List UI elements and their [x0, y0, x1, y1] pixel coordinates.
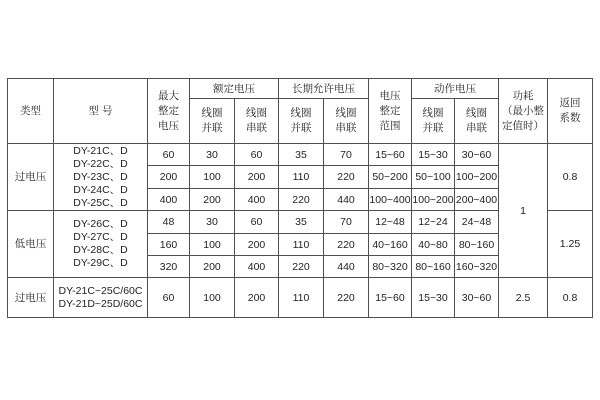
cell-max: 320: [148, 256, 190, 278]
cell-rated-parallel: 200: [190, 189, 235, 211]
spec-table: [7, 78, 593, 318]
cell-longterm-parallel: 110: [279, 234, 324, 256]
cell-rated-series: 60: [235, 144, 279, 166]
cell-range: 12~48: [369, 211, 412, 234]
model-line: DY-28C、D: [73, 244, 128, 256]
header-setting-range-line: 整定: [379, 104, 401, 117]
cell-longterm-parallel: 35: [279, 144, 324, 166]
cell-return-coeff-2: 1.25: [548, 211, 593, 278]
subheader-line: 线圈: [422, 107, 444, 119]
subheader-line: 线圈: [466, 107, 487, 119]
cell-rated-parallel: 200: [190, 256, 235, 278]
cell-action-series: 80~160: [455, 234, 499, 256]
cell-longterm-series: 440: [324, 256, 369, 278]
cell-action-series: 100~200: [455, 166, 499, 189]
cell-rated-parallel: 100: [190, 278, 235, 318]
cell-range: 40~160: [369, 234, 412, 256]
header-max-setting-line: 整定: [158, 104, 179, 117]
cell-max: 400: [148, 189, 190, 211]
cell-range: 50~200: [369, 166, 412, 189]
subheader-line: 线圈: [246, 107, 267, 119]
header-power-line: 定值时）: [502, 119, 544, 132]
cell-action-series: 200~400: [455, 189, 499, 211]
cell-rated-series: 200: [235, 166, 279, 189]
subheader-rated-series: [235, 99, 279, 144]
cell-max: 200: [148, 166, 190, 189]
cell-longterm-parallel: 35: [279, 211, 324, 234]
cell-rated-series: 400: [235, 256, 279, 278]
cell-longterm-parallel: 110: [279, 166, 324, 189]
cell-type-overvoltage-combo: 过电压: [8, 278, 54, 318]
cell-action-series: 24~48: [455, 211, 499, 234]
subheader-action-series: [455, 99, 499, 144]
subheader-longterm-parallel: [279, 99, 324, 144]
cell-max: 60: [148, 278, 190, 318]
cell-power-shared: 1: [499, 144, 548, 278]
header-power-line: （最小整: [502, 104, 544, 117]
model-line: DY-23C、D: [73, 170, 128, 183]
cell-models-2: [54, 211, 148, 278]
cell-range: 15~60: [369, 278, 412, 318]
subheader-line: 并联: [422, 122, 444, 134]
subheader-line: 线圈: [201, 107, 223, 119]
subheader-line: 串联: [466, 122, 487, 134]
cell-return-coeff-3: 0.8: [548, 278, 593, 318]
header-setting-range-line: 范围: [379, 119, 401, 132]
model-line: DY-24C、D: [73, 183, 128, 196]
subheader-action-parallel: [412, 99, 455, 144]
model-line: DY-21C、D: [73, 144, 128, 157]
cell-models-3: [54, 278, 148, 318]
subheader-longterm-series: [324, 99, 369, 144]
cell-action-parallel: 80~160: [412, 256, 455, 278]
cell-longterm-series: 220: [324, 234, 369, 256]
cell-action-parallel: 50~100: [412, 166, 455, 189]
subheader-rated-parallel: [190, 99, 235, 144]
cell-range: 100~400: [369, 189, 412, 211]
cell-max: 48: [148, 211, 190, 234]
model-line: DY-21D~25D/60C: [58, 297, 143, 310]
header-power-line: 功耗: [512, 89, 534, 102]
cell-action-parallel: 15~30: [412, 144, 455, 166]
header-rated-voltage: 额定电压: [190, 79, 279, 99]
cell-action-series: 30~60: [455, 278, 499, 318]
header-type: 类型: [8, 79, 54, 144]
header-setting-range: [369, 79, 412, 144]
cell-action-parallel: 100~200: [412, 189, 455, 211]
subheader-line: 并联: [290, 122, 312, 134]
header-return-coeff-line: 返回: [559, 97, 581, 109]
cell-action-parallel: 12~24: [412, 211, 455, 234]
cell-rated-series: 400: [235, 189, 279, 211]
cell-rated-series: 200: [235, 234, 279, 256]
model-line: DY-21C~25C/60C: [58, 284, 143, 297]
model-line: DY-27C、D: [73, 231, 128, 243]
header-setting-range-line: 电压: [379, 89, 401, 102]
cell-longterm-series: 220: [324, 166, 369, 189]
cell-power-3: 2.5: [499, 278, 548, 318]
cell-rated-parallel: 30: [190, 211, 235, 234]
subheader-line: 线圈: [290, 107, 312, 119]
cell-rated-parallel: 100: [190, 166, 235, 189]
cell-action-series: 160~320: [455, 256, 499, 278]
cell-max: 160: [148, 234, 190, 256]
header-model: 型 号: [54, 79, 148, 144]
cell-rated-series: 60: [235, 211, 279, 234]
model-line: DY-25C、D: [73, 196, 128, 209]
header-max-setting: [148, 79, 190, 144]
cell-longterm-parallel: 110: [279, 278, 324, 318]
cell-range: 80~320: [369, 256, 412, 278]
cell-action-parallel: 15~30: [412, 278, 455, 318]
header-return-coeff-line: 系数: [559, 112, 581, 124]
subheader-line: 线圈: [335, 107, 357, 119]
cell-max: 60: [148, 144, 190, 166]
cell-rated-parallel: 100: [190, 234, 235, 256]
cell-longterm-series: 70: [324, 211, 369, 234]
cell-longterm-series: 440: [324, 189, 369, 211]
header-max-setting-line: 最大: [158, 89, 179, 102]
header-longterm-voltage: 长期允许电压: [279, 79, 369, 99]
cell-return-coeff-1: 0.8: [548, 144, 593, 211]
header-power: [499, 79, 548, 144]
header-row-groups: [8, 79, 593, 99]
model-line: DY-29C、D: [73, 257, 128, 269]
cell-longterm-series: 220: [324, 278, 369, 318]
subheader-line: 并联: [201, 122, 223, 134]
cell-action-parallel: 40~80: [412, 234, 455, 256]
cell-rated-series: 200: [235, 278, 279, 318]
cell-longterm-series: 70: [324, 144, 369, 166]
header-return-coeff: [548, 79, 593, 144]
cell-rated-parallel: 30: [190, 144, 235, 166]
table-row: [8, 144, 593, 166]
cell-type-overvoltage: 过电压: [8, 144, 54, 211]
cell-longterm-parallel: 220: [279, 256, 324, 278]
cell-longterm-parallel: 220: [279, 189, 324, 211]
subheader-line: 串联: [335, 122, 357, 134]
cell-range: 15~60: [369, 144, 412, 166]
header-action-voltage: 动作电压: [412, 79, 499, 99]
cell-models-1: [54, 144, 148, 211]
cell-type-undervoltage: 低电压: [8, 211, 54, 278]
cell-action-series: 30~60: [455, 144, 499, 166]
model-line: DY-22C、D: [73, 157, 128, 170]
subheader-line: 串联: [246, 122, 267, 134]
header-max-setting-line: 电压: [158, 119, 179, 132]
model-line: DY-26C、D: [73, 218, 128, 230]
table-row: [8, 278, 593, 318]
